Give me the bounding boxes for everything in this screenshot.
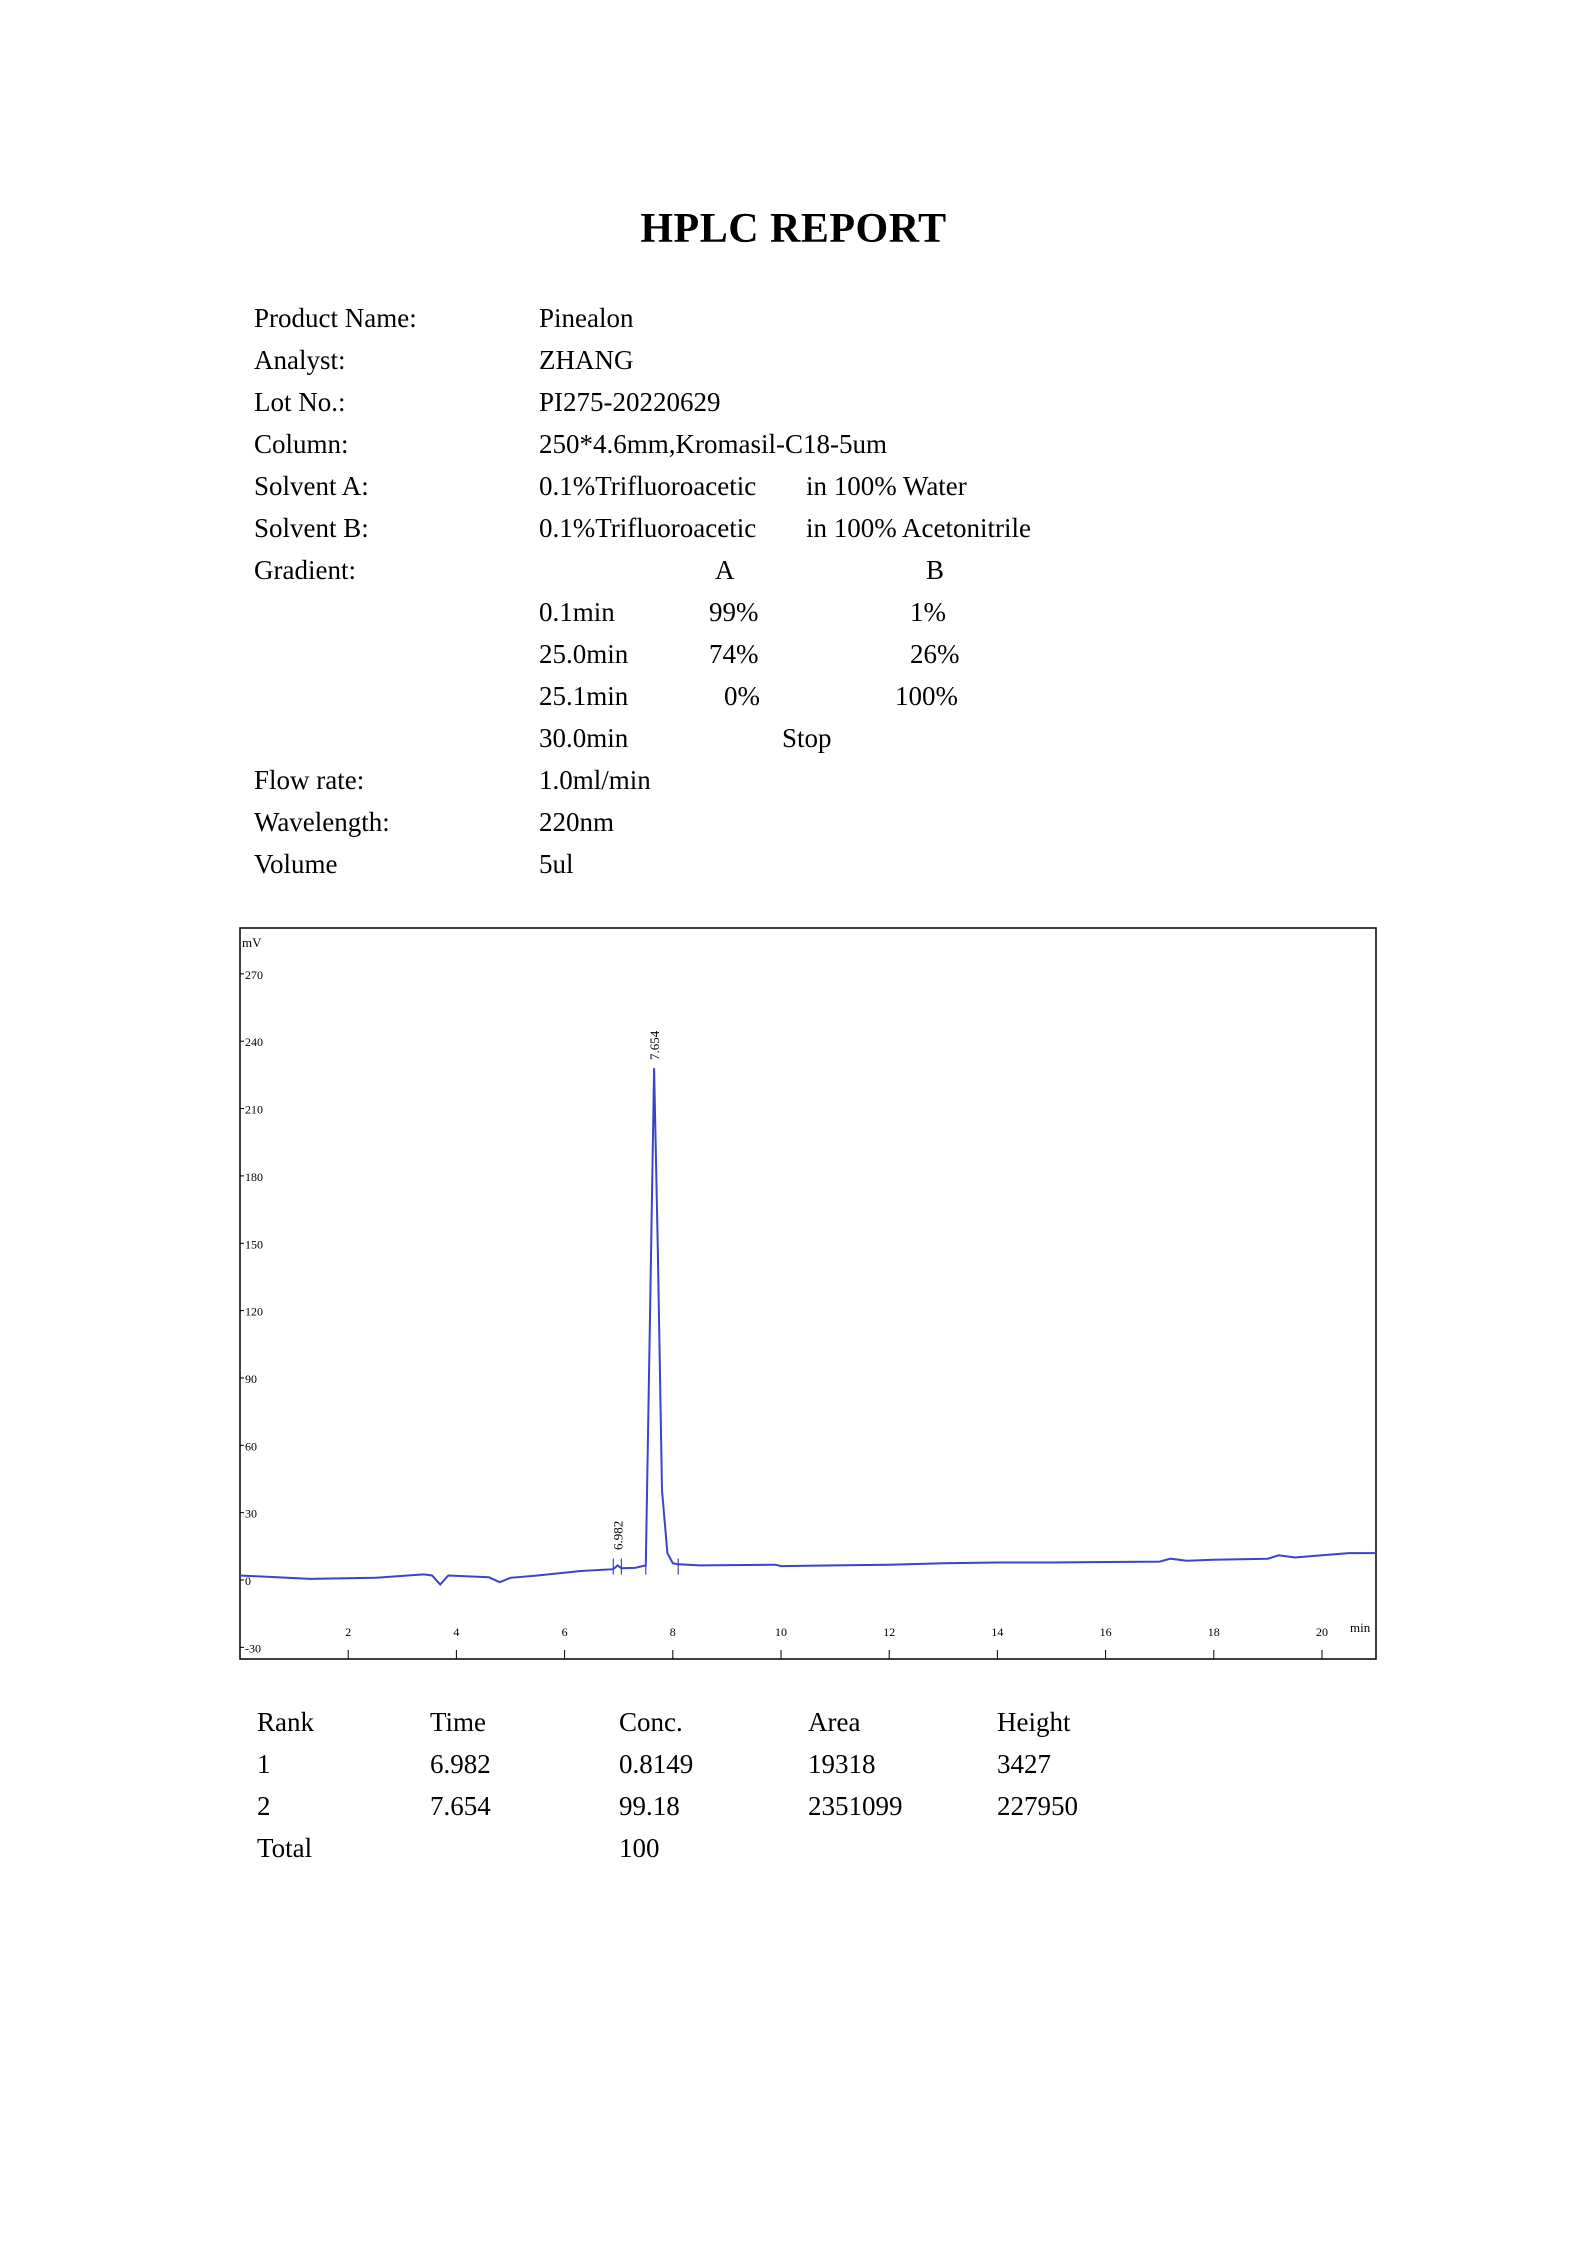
gradient-a: 74% (709, 639, 759, 669)
gradient-col-b: B (926, 555, 945, 585)
field-value-solvent-b-medium: in 100% Acetonitrile (806, 513, 1031, 543)
field-value-solvent-b: 0.1%Trifluoroacetic (539, 513, 757, 543)
x-tick-label: 14 (991, 1625, 1004, 1639)
x-tick-label: 4 (453, 1625, 460, 1639)
table-header-time: Time (430, 1707, 487, 1737)
gradient-b: 1% (910, 597, 946, 627)
y-tick-label: 150 (245, 1237, 263, 1252)
report-title: HPLC REPORT (640, 206, 947, 252)
chromatogram-trace (240, 1068, 1376, 1584)
table-cell: 0.8149 (619, 1749, 694, 1779)
x-tick-label: 20 (1316, 1625, 1328, 1639)
table-header-area: Area (808, 1707, 861, 1737)
table-cell: 3427 (997, 1749, 1051, 1779)
field-label-analyst: Analyst: (254, 345, 346, 375)
y-tick-label: 0 (245, 1574, 251, 1588)
field-label-wavelength: Wavelength: (254, 807, 390, 837)
gradient-time: 0.1min (539, 597, 615, 627)
y-tick-label: 270 (245, 967, 263, 982)
gradient-stop: Stop (782, 723, 832, 753)
y-tick-label: 210 (245, 1102, 263, 1117)
table-cell-total-conc: 100 (619, 1833, 660, 1863)
field-label-volume: Volume (254, 849, 338, 879)
y-tick-label: 30 (245, 1506, 257, 1521)
table-cell: 227950 (997, 1791, 1078, 1821)
y-tick-label: 180 (245, 1169, 263, 1184)
field-label-flow-rate: Flow rate: (254, 765, 365, 795)
x-tick-label: 18 (1207, 1625, 1220, 1639)
field-label-solvent-b: Solvent B: (254, 513, 369, 543)
table-cell: 19318 (808, 1749, 876, 1779)
table-cell: 6.982 (430, 1749, 491, 1779)
peak-label: 7.654 (647, 1030, 663, 1060)
gradient-b: 26% (910, 639, 960, 669)
field-value-solvent-a: 0.1%Trifluoroacetic (539, 471, 757, 501)
gradient-b: 100% (895, 681, 958, 711)
field-value-analyst: ZHANG (539, 345, 634, 375)
table-header-rank: Rank (257, 1707, 314, 1737)
gradient-label: Gradient: (254, 555, 356, 585)
x-tick-label: 12 (883, 1625, 896, 1639)
gradient-time: 30.0min (539, 723, 629, 753)
x-tick-label: 2 (345, 1625, 352, 1639)
table-header-height: Height (997, 1707, 1071, 1737)
field-value-column: 250*4.6mm,Kromasil-C18-5um (539, 429, 887, 459)
table-cell: 1 (257, 1749, 271, 1779)
field-value-solvent-a-medium: in 100% Water (806, 471, 967, 501)
table-cell: 2351099 (808, 1791, 903, 1821)
field-value-wavelength: 220nm (539, 807, 615, 837)
chart-frame (240, 928, 1376, 1659)
field-value-product-name: Pinealon (539, 303, 634, 333)
table-header-conc: Conc. (619, 1707, 683, 1737)
field-label-column: Column: (254, 429, 349, 459)
table-cell-total-label: Total (257, 1833, 313, 1863)
y-tick-label: -30 (245, 1641, 261, 1656)
field-value-flow-rate: 1.0ml/min (539, 765, 651, 795)
field-label-lot: Lot No.: (254, 387, 346, 417)
x-axis-label: min (1350, 1620, 1371, 1635)
y-tick-label: 60 (245, 1439, 257, 1454)
gradient-time: 25.1min (539, 681, 629, 711)
x-tick-label: 16 (1099, 1625, 1112, 1639)
y-tick-label: 90 (245, 1371, 257, 1386)
x-tick-label: 8 (669, 1625, 676, 1639)
y-tick-label: 120 (245, 1304, 263, 1319)
table-cell: 99.18 (619, 1791, 680, 1821)
field-label-solvent-a: Solvent A: (254, 471, 369, 501)
gradient-a: 0% (724, 681, 760, 711)
gradient-a: 99% (709, 597, 759, 627)
field-value-lot: PI275-20220629 (539, 387, 721, 417)
peak-label: 6.982 (610, 1520, 626, 1550)
x-tick-label: 10 (775, 1625, 787, 1639)
gradient-time: 25.0min (539, 639, 629, 669)
table-cell: 7.654 (430, 1791, 491, 1821)
field-value-volume: 5ul (539, 849, 574, 879)
field-label-product-name: Product Name: (254, 303, 417, 333)
y-axis-label: mV (242, 935, 262, 950)
y-tick-label: 240 (245, 1035, 263, 1050)
table-cell: 2 (257, 1791, 271, 1821)
gradient-col-a: A (715, 555, 735, 585)
x-tick-label: 6 (561, 1625, 568, 1639)
